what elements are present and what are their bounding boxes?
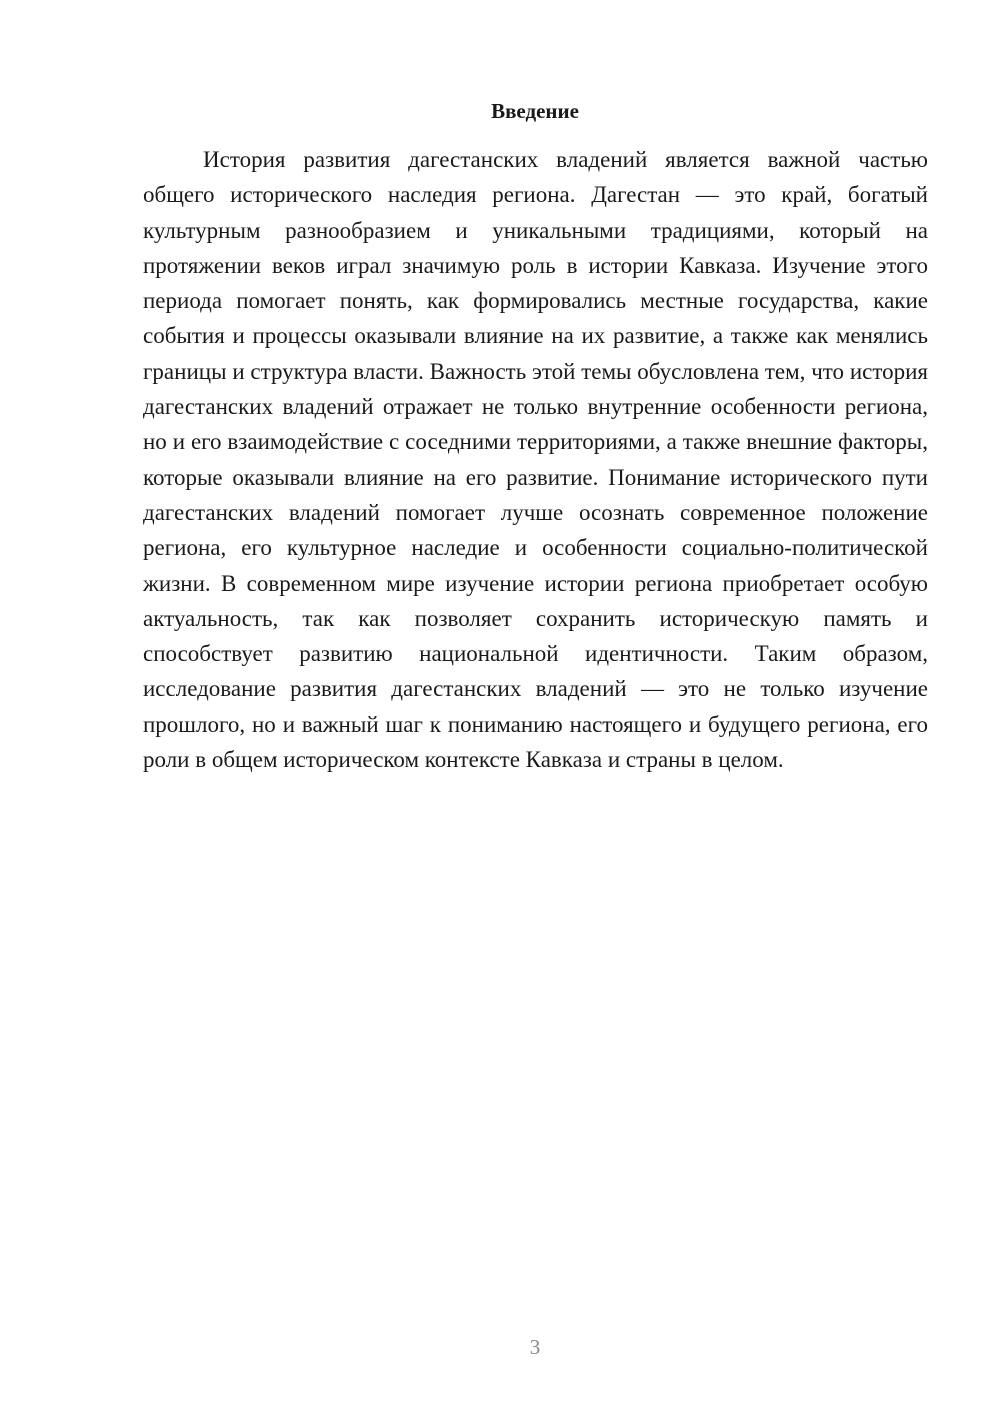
page-number: 3 [529,1335,541,1359]
section-title: Введение [491,99,579,123]
introduction-paragraph: История развития дагестанских владений является важной частью общего исторического наследия региона. Дагестан — это край, богатый культурным разнообразием и уникальными традициями, который на протяжении веков играл значимую роль в истории Кавказа. Изучение этого периода помогает понять, как формировались местные государства, какие события и процессы оказывали влияние на их развитие, а также как менялись границы и структура власти. Важность этой темы обусловлена тем, что история дагестанских владений отражает не только внутренние особенности региона, но и его взаимодействие с соседними территориями, а также внешние факторы, которые оказывали влияние на его развитие. Понимание исторического пути дагестанских владений помогает лучше осознать современное положение региона, его культурное наследие и особенности социально-политической жизни. В современном мире изучение истории региона приобретает особую актуальность, так как позволяет сохранить историческую память и способствует развитию национальной идентичности. Таким образом, исследование развития дагестанских владений — это не только изучение прошлого, но и важный шаг к пониманию настоящего и будущего региона, его роли в общем историческом контексте Кавказа и страны в целом. [143,147,928,773]
